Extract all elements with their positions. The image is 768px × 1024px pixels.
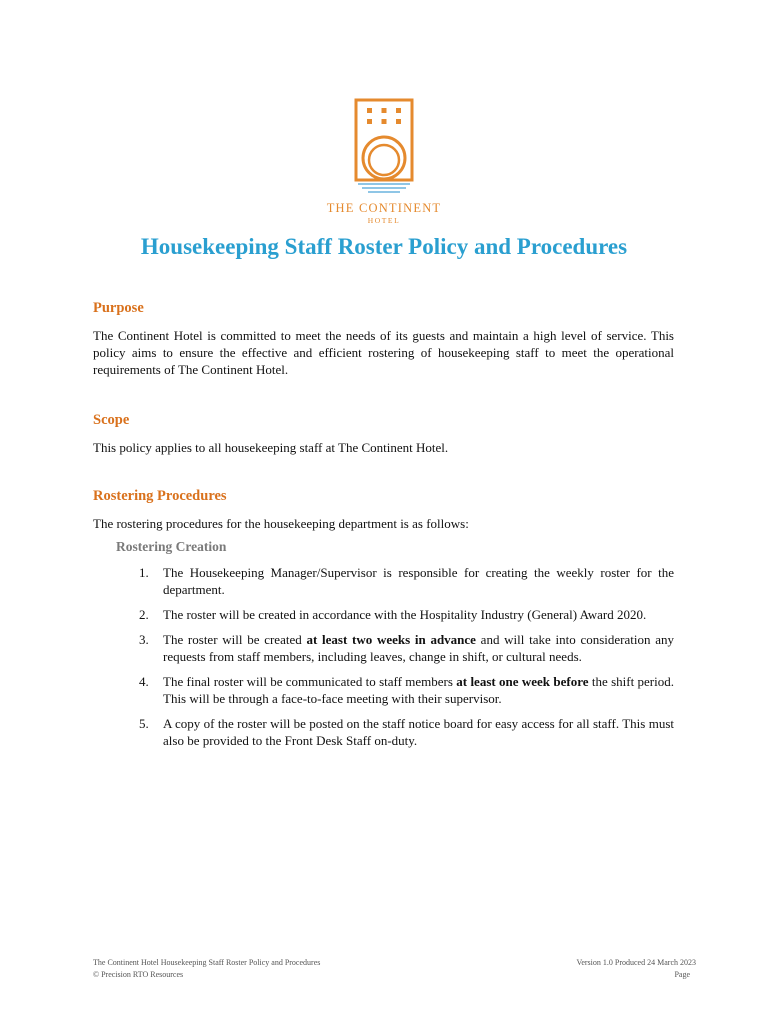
- step-number: 5.: [139, 716, 149, 731]
- procedure-step: [93, 673, 674, 707]
- procedure-step: [93, 564, 674, 598]
- step-text: The Housekeeping Manager/Supervisor is responsible for creating the weekly roster for the department.: [163, 565, 674, 597]
- step-text: A copy of the roster will be posted on the staff notice board for easy access for all staff. This must also be provided to the Front Desk Staff on-duty.: [163, 716, 674, 748]
- procedures-intro: The rostering procedures for the housekeeping department is as follows:: [93, 516, 469, 531]
- procedure-step: [93, 631, 674, 665]
- logo-subtitle: HOTEL: [367, 216, 401, 225]
- footer-page: Page: [674, 970, 690, 979]
- procedure-step: [93, 715, 674, 749]
- step-text: The final roster will be communicated to staff members: [163, 674, 457, 689]
- step-text: The roster will be created: [163, 632, 307, 647]
- footer-left: [93, 957, 320, 981]
- footer-right: [576, 957, 696, 981]
- step-emphasis: at least two weeks in advance: [306, 632, 476, 647]
- hotel-building-icon: [318, 98, 450, 200]
- footer-document-title: The Continent Hotel Housekeeping Staff Roster Policy and Procedures: [93, 958, 321, 967]
- procedure-steps-list: [93, 564, 674, 757]
- scope-text: This policy applies to all housekeeping staff at The Continent Hotel.: [93, 440, 449, 455]
- logo-name: THE CONTINENT: [326, 201, 442, 215]
- step-number: 3.: [139, 632, 149, 647]
- purpose-heading: Purpose: [93, 300, 144, 316]
- hotel-logo: [318, 98, 450, 228]
- step-text: The roster will be created in accordance with the Hospitality Industry (General) Award 2020.: [163, 607, 647, 622]
- document-title: Housekeeping Staff Roster Policy and Procedures: [140, 234, 628, 259]
- scope-heading: Scope: [93, 412, 130, 428]
- step-text: the shift period. This will be through a face-to-face meeting with their supervisor.: [163, 674, 674, 706]
- purpose-text: The Continent Hotel is committed to meet the needs of its guests and maintain a high level of service. This policy aims to ensure the effective and efficient rostering of housekeeping staff to meet the operational requirements of The Continent Hotel.: [93, 328, 674, 377]
- procedure-step: [93, 606, 674, 623]
- step-number: 2.: [139, 607, 149, 622]
- footer-copyright: © Precision RTO Resources: [93, 970, 184, 979]
- procedures-heading: Rostering Procedures: [93, 488, 227, 504]
- rostering-creation-subheading: Rostering Creation: [116, 539, 227, 554]
- step-number: 4.: [139, 674, 149, 689]
- step-number: 1.: [139, 565, 149, 580]
- step-emphasis: at least one week before: [456, 674, 589, 689]
- step-text: and will take into consideration any requests from staff members, including leaves, change in shift, or cultural needs.: [163, 632, 674, 664]
- footer-version: Version 1.0 Produced 24 March 2023: [576, 958, 696, 967]
